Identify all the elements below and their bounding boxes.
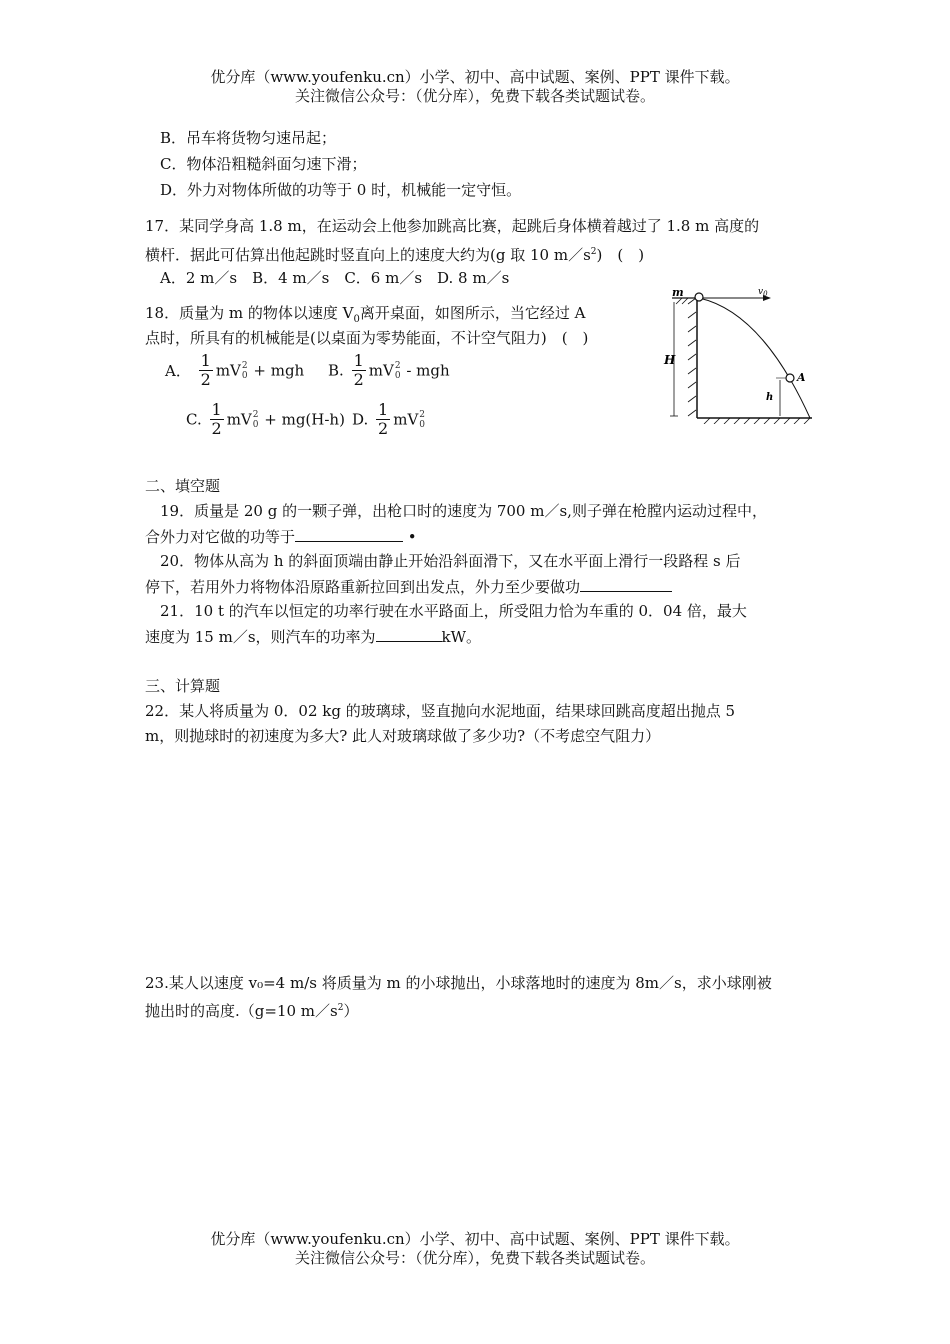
q20-answer-blank[interactable] <box>580 575 672 592</box>
q19-line-2: 合外力对它做的功等于 • <box>145 525 417 548</box>
q20-line-2: 停下，若用外力将物体沿原路重新拉回到出发点，外力至少要做功 <box>145 575 672 598</box>
label-h: h <box>766 392 774 403</box>
label-v0: $v_0$ <box>758 287 768 298</box>
q19-line-1: 19．质量是 20 g 的一颗子弹，出枪口时的速度为 700 m／s,则子弹在枪膛内运动过程中， <box>160 502 767 520</box>
q17-options: A．2 m／s B．4 m／s C．6 m／s D. 8 m／s <box>160 269 510 287</box>
section-3-title: 三、计算题 <box>145 677 221 695</box>
q22-line-2: m，则抛球时的初速度为多大? 此人对玻璃球做了多少功?（不考虑空气阻力） <box>145 727 661 745</box>
projectile-figure <box>652 282 824 424</box>
q23-line-2: 抛出时的高度.（g=10 $m/s^2$） <box>145 1002 359 1020</box>
label-m: m <box>672 286 684 299</box>
q21-line-2: 速度为 15 m／s，则汽车的功率为 kW。 <box>145 625 481 648</box>
q21-line-1: 21．10 t 的汽车以恒定的功率行驶在水平路面上，所受阻力恰为车重的 0．04 倍，最大 <box>160 602 747 620</box>
q18-option-c: C. $\frac{1}{2}$ mV 2 0 + mg(H-h) <box>186 400 345 438</box>
q23-line-1: 23.某人以速度 v₀=4 m/s 将质量为 m 的小球抛出，小球落地时的速度为 8m／s，求小球刚被 <box>145 974 772 992</box>
footer-line-2: 关注微信公众号：（优分库），免费下载各类试题试卷。 <box>294 1249 655 1267</box>
fraction-one-half: $\frac{1}{2}$ <box>200 351 211 389</box>
q18-line-1: 18．质量为 m 的物体以速度 $V_0$离开桌面，如图所示，当它经过 A <box>145 304 586 325</box>
header-line-1: 优分库（www.youfenku.cn）小学、初中、高中试题、案例、PPT 课件下载。 <box>210 68 740 86</box>
q18-option-d: D. $\frac{1}{2}$ mV 2 0 <box>352 400 426 438</box>
q16-option-c: C．物体沿粗糙斜面匀速下滑； <box>160 155 367 173</box>
footer-line-1: 优分库（www.youfenku.cn）小学、初中、高中试题、案例、PPT 课件下载。 <box>210 1230 740 1248</box>
q19-answer-blank[interactable] <box>295 525 403 542</box>
table-hatching <box>676 298 696 416</box>
q16-option-b: B．吊车将货物匀速吊起； <box>160 129 337 147</box>
q21-answer-blank[interactable] <box>376 625 442 642</box>
q17-line-2: 横杆．据此可估算出他起跳时竖直向上的速度大约为(g 取 10 $m/s^2$) ( ) <box>145 246 645 264</box>
q20-line-1: 20．物体从高为 h 的斜面顶端由静止开始沿斜面滑下，又在水平面上滑行一段路程 s 后 <box>160 552 741 570</box>
ground-hatching <box>704 418 810 424</box>
q18-line-2: 点时，所具有的机械能是(以桌面为零势能面，不计空气阻力) ( ) <box>145 329 589 347</box>
q17-line-1: 17．某同学身高 1.8 m，在运动会上他参加跳高比赛，起跳后身体横着越过了 1.8 m 高度的 <box>145 217 760 235</box>
q18-option-b: B. $\frac{1}{2}$ mV 2 0 - mgh <box>328 351 450 389</box>
header-line-2: 关注微信公众号：（优分库），免费下载各类试题试卷。 <box>294 87 655 105</box>
q16-option-d: D．外力对物体所做的功等于 0 时，机械能一定守恒。 <box>160 181 522 199</box>
label-A: A <box>797 371 806 384</box>
ball-at-a <box>786 374 794 382</box>
label-H: H <box>664 353 676 367</box>
section-2-title: 二、填空题 <box>145 477 221 495</box>
q22-line-1: 22．某人将质量为 0．02 kg 的玻璃球，竖直抛向水泥地面，结果球回跳高度超出抛点 5 <box>145 702 736 720</box>
ball-start <box>695 293 703 301</box>
trajectory-curve <box>699 298 810 418</box>
q18-option-a: A． $\frac{1}{2}$ mV 2 0 + mgh <box>165 351 305 389</box>
